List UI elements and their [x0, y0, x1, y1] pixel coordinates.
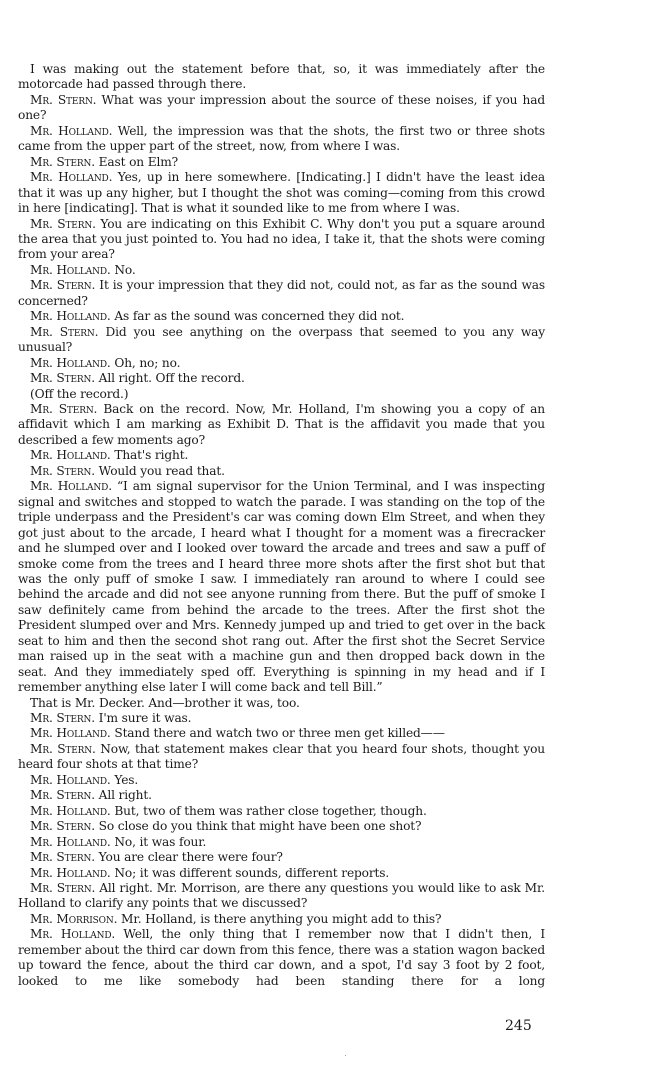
- paragraph-text: Yes, up in here somewhere. [Indicating.] I didn't have the least idea that it was up any higher, but I thought the shot was coming—coming from this crowd in here [indicating]. That is what it sounded like to me from where I was.: [18, 170, 545, 216]
- paragraph-text: No, it was four.: [110, 834, 207, 849]
- paragraph-text: Now, that statement makes clear that you heard four shots, thought you heard four shots at that time?: [18, 741, 546, 772]
- paragraph: [18, 912, 545, 927]
- speaker-label: Mr. Holland.: [30, 772, 111, 787]
- paragraph-text: (Off the record.): [30, 386, 129, 401]
- speaker-label: Mr. Holland.: [30, 355, 111, 370]
- speaker-label: Mr. Stern.: [30, 881, 96, 896]
- speaker-label: Mr. Stern.: [30, 711, 95, 726]
- speaker-label: Mr. Holland.: [30, 726, 111, 741]
- paragraph-text: That is Mr. Decker. And—brother it was, too.: [30, 695, 300, 710]
- paragraph: [18, 155, 545, 170]
- paragraph-text: Back on the record. Now, Mr. Holland, I'm showing you a copy of an affidavit which I am marking as Exhibit D. That is the affidavit you made that you described a few moments ago?: [18, 401, 545, 447]
- speaker-label: Mr. Stern.: [30, 819, 95, 834]
- speaker-label: Mr. Holland.: [30, 479, 112, 494]
- speaker-label: Mr. Holland.: [30, 927, 116, 942]
- paragraph-text: Mr. Holland, is there anything you might add to this?: [117, 911, 442, 926]
- speaker-label: Mr. Stern.: [30, 741, 96, 756]
- speaker-label: Mr. Holland.: [30, 170, 113, 185]
- paragraph: [18, 773, 545, 788]
- paragraph-text: It is your impression that they did not, could not, as far as the sound was concerned?: [18, 278, 545, 308]
- paragraph: [18, 819, 545, 834]
- paragraph-text: Yes.: [110, 772, 139, 787]
- speaker-label: Mr. Stern.: [30, 278, 96, 293]
- paragraph-text: You are clear there were four?: [94, 850, 283, 865]
- page-number: 245: [505, 1018, 532, 1034]
- paragraph: [18, 788, 545, 803]
- speaker-label: Mr. Stern.: [30, 371, 95, 386]
- speaker-label: Mr. Holland.: [30, 448, 111, 463]
- paragraph: [18, 217, 545, 263]
- paragraph-text: Would you read that.: [94, 463, 225, 478]
- speaker-label: Mr. Stern.: [30, 154, 95, 169]
- paragraph: [18, 309, 545, 324]
- paragraph: [18, 696, 545, 711]
- paragraph: [18, 850, 545, 865]
- paragraph: [18, 835, 545, 850]
- speaker-label: Mr. Holland.: [30, 865, 111, 880]
- paragraph-text: “I am signal supervisor for the Union Terminal, and I was inspecting signal and switches and stopped to watch the parade. I was standing on the top of the triple underpass and the President's car was coming down Elm Street, and when they got just about to the arcade, I heard what I thought for a moment was a firecracker and he slumped over and I looked over toward the arcade and trees and saw a puff of smoke come from the trees and I heard three more shots after the first shot but that was the only puff of smoke I saw. I immediately ran around to where I could see behind the arcade and did not see anyone running from there. But the puff of smoke I saw definitely came from behind the arcade to the trees. After the first shot the President slumped over and Mrs. Kennedy jumped up and tried to get over in the back seat to him and then the second shot rang out. After the first shot the Secret Service man raised up in the seat with a machine gun and then dropped back down in the seat. And they immediately sped off. Everything is spinning in my head and if I remember anything else later I will come back and tell Bill.”: [18, 479, 545, 695]
- paragraph: [18, 62, 545, 93]
- paragraph-text: As far as the sound was concerned they did not.: [110, 309, 405, 324]
- paragraph-text: What was your impression about the source of these noises, if you had one?: [18, 92, 545, 123]
- paragraph-text: Did you see anything on the overpass that seemed to you any way unusual?: [18, 324, 546, 355]
- paragraph: [18, 387, 545, 402]
- paragraph: [18, 726, 545, 741]
- paragraph-text: All right. Off the record.: [94, 371, 245, 386]
- paragraph-text: Well, the only thing that I remember now that I didn't then, I remember about the third car down from this fence, there was a station wagon backed up toward the fence, about the third car down, and a spot, I'd say 3 foot by 2 foot, looked to me like somebody had been standing there for a long: [18, 927, 545, 988]
- paragraph-text: Oh, no; no.: [110, 355, 181, 370]
- transcript-page: [18, 62, 545, 989]
- paragraph-text: Well, the impression was that the shots, the first two or three shots came from the upper part of the street, now, from where I was.: [18, 123, 545, 154]
- paragraph: [18, 479, 545, 695]
- paragraph-text: East on Elm?: [94, 154, 179, 169]
- paragraph: [18, 371, 545, 386]
- speaker-label: Mr. Holland.: [30, 309, 111, 324]
- paragraph: [18, 742, 545, 773]
- paragraph-text: I'm sure it was.: [94, 711, 192, 726]
- speaker-label: Mr. Stern.: [30, 788, 95, 803]
- paragraph: [18, 356, 545, 371]
- paragraph-text: No.: [110, 262, 136, 277]
- paragraph: [18, 448, 545, 463]
- paragraph: [18, 170, 545, 216]
- paragraph-text: All right. Mr. Morrison, are there any questions you would like to ask Mr. Holland to clarify any points that we discussed?: [18, 881, 546, 911]
- paragraph: [18, 263, 545, 278]
- speaker-label: Mr. Holland.: [30, 123, 113, 138]
- paragraph: [18, 927, 545, 989]
- paragraph: [18, 93, 545, 124]
- paragraph: [18, 278, 545, 309]
- paragraph-text: So close do you think that might have been one shot?: [94, 819, 422, 834]
- paragraph-text: But, two of them was rather close together, though.: [110, 803, 427, 818]
- paragraph-text: I was making out the statement before that, so, it was immediately after the motorcade had passed through there.: [18, 62, 545, 92]
- speaker-label: Mr. Holland.: [30, 262, 111, 277]
- paragraph-text: That's right.: [110, 448, 189, 463]
- paragraph-text: You are indicating on this Exhibit C. Why don't you put a square around the area that you just pointed to. You had no idea, I take it, that the shots were coming from your area?: [18, 216, 545, 262]
- paragraph: [18, 124, 545, 155]
- speaker-label: Mr. Stern.: [30, 401, 98, 416]
- scan-speck: [345, 1055, 346, 1056]
- speaker-label: Mr. Holland.: [30, 803, 111, 818]
- paragraph: [18, 804, 545, 819]
- paragraph: [18, 464, 545, 479]
- paragraph-text: Stand there and watch two or three men get killed——: [110, 726, 445, 741]
- speaker-label: Mr. Morrison.: [30, 911, 118, 926]
- speaker-label: Mr. Stern.: [30, 92, 97, 107]
- speaker-label: Mr. Stern.: [30, 216, 96, 231]
- paragraph: [18, 866, 545, 881]
- speaker-label: Mr. Stern.: [30, 850, 95, 865]
- paragraph-text: No; it was different sounds, different reports.: [110, 865, 390, 880]
- speaker-label: Mr. Stern.: [30, 324, 99, 339]
- paragraph: [18, 881, 545, 912]
- paragraph-text: All right.: [94, 788, 152, 803]
- paragraph: [18, 711, 545, 726]
- speaker-label: Mr. Stern.: [30, 463, 95, 478]
- speaker-label: Mr. Holland.: [30, 834, 111, 849]
- paragraph: [18, 402, 545, 448]
- paragraph: [18, 325, 545, 356]
